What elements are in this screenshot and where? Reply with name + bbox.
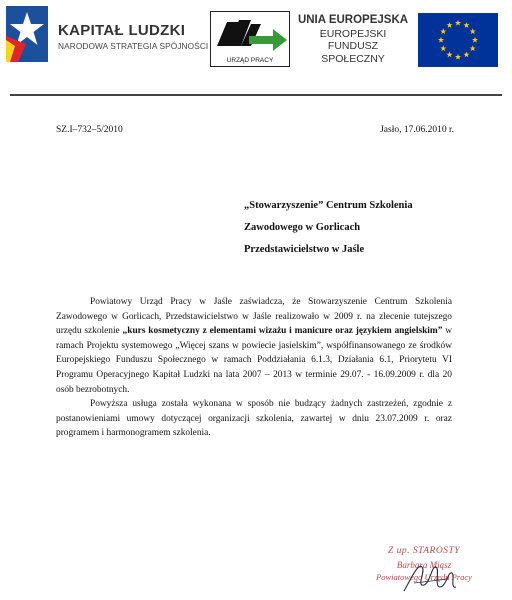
addressee-line-1: „Stowarzyszenie” Centrum Szkolenia (244, 200, 413, 211)
paragraph-2: Powyższa usługa została wykonana w sposób nie budzący żadnych zastrzeżeń, zgodnie z postanowieniami umowy dotyczącej organizacji szkolenia, zawartej w dniu 23.07.2009 r. oraz programem i harmonogramem szkolenia. (56, 399, 452, 439)
course-name: „kurs kosmetyczny z elementami wizażu i manicure oraz językiem angielskim” (122, 326, 443, 337)
addressee-line-3: Przedstawicielstwo w Jaśle (244, 244, 365, 255)
ue-title: UNIA EUROPEJSKA (297, 14, 409, 26)
urzad-pracy-graphic-icon (211, 12, 289, 58)
eu-flag-icon (418, 13, 498, 67)
addressee-block (244, 195, 413, 261)
kapital-ludzki-title: KAPITAŁ LUDZKI (58, 22, 186, 39)
paragraph-1-text-b: w ramach Projektu systemowego „Więcej szans w powiecie jasielskim”, współfinansowanego ze środków Europejskiego Funduszu Społecznego w ramach Poddziałania 6.1.3, Działania 6.1, Priorytetu VI Programu Operacyjnego Kapitał Ludzki na lata 2007 – 2013 w terminie 29.07. - 16.09.2009 r. dla 20 osób bezrobotnych. (56, 326, 453, 395)
unia-europejska-text (296, 14, 410, 66)
place-and-date: Jasło, 17.06.2010 r. (380, 125, 454, 135)
stamp-office: Powiatowego Urzędu Pracy (376, 572, 472, 582)
addressee-line-2: Zawodowego w Gorlicach (244, 222, 361, 233)
urzad-pracy-label: URZĄD PRACY (226, 57, 274, 64)
paragraph-1 (56, 295, 452, 397)
urzad-pracy-logo (210, 11, 290, 67)
kapital-ludzki-subtitle: NARODOWA STRATEGIA SPÓJNOŚCI (58, 41, 209, 51)
paragraph-1-text-a: Powiatowy Urząd Pracy w Jaśle zaświadcza, że Stowarzyszenie Centrum Szkolenia Zawodowego w Gorlicach, Przedstawicielstwo w Jaśle realizowało w 2009 r. na zlecenie tutejszego urzędu szkolenie (56, 297, 452, 337)
kapital-ludzki-emblem-icon (6, 6, 48, 62)
reference-number: SZ.I–732–5/2010 (56, 125, 123, 135)
letter-body (56, 295, 452, 441)
handwritten-signature-icon (400, 557, 460, 597)
stamp-title: Z up. STAROSTY (387, 546, 461, 556)
stamp-name: Barbara Miąsz (396, 560, 452, 570)
ue-line-2: FUNDUSZ SPOŁECZNY (321, 40, 385, 65)
ue-line-1: EUROPEJSKI (319, 27, 387, 40)
header-divider (10, 94, 502, 96)
